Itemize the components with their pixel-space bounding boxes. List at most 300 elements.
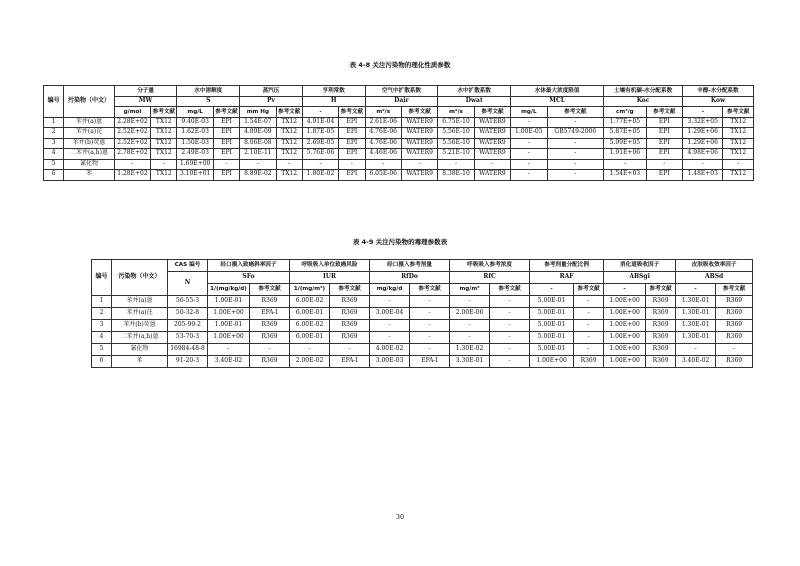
- table-cell: 4.46E-06: [365, 149, 401, 160]
- table-cell: TX12: [151, 170, 177, 181]
- table-cell: R369: [646, 332, 676, 344]
- table-cell: -: [370, 296, 410, 308]
- page-number: 30: [395, 513, 405, 521]
- table-cell: -: [574, 296, 604, 308]
- table-cell: EPI: [339, 170, 365, 181]
- table-row: [44, 149, 754, 160]
- table-cell: 205-99-2: [168, 320, 208, 332]
- table-cell: -: [438, 159, 474, 170]
- table-cell: 3: [44, 138, 64, 149]
- table-cell: 2.61E-06: [365, 117, 401, 128]
- table-cell: 1.00E+00: [208, 332, 250, 344]
- table-cell: -: [547, 117, 604, 128]
- t1-symbol: MW: [114, 96, 177, 107]
- table-cell: 1.30E-01: [676, 320, 716, 332]
- table-cell: 氰化物: [64, 159, 115, 170]
- table-row: [92, 344, 753, 356]
- t2-symbol: RfDo: [370, 272, 450, 284]
- table-cell: 1.48E+03: [683, 170, 723, 181]
- unit-cell: 参考文献: [547, 107, 604, 118]
- unit-cell: 参考文献: [574, 284, 604, 296]
- table-cell: 2.10E-11: [240, 149, 276, 160]
- table-cell: -: [151, 159, 177, 170]
- table-cell: -: [547, 159, 604, 170]
- t2-group: 消化道吸收因子: [604, 260, 676, 272]
- table-cell: 1.00E+00: [604, 332, 646, 344]
- table-cell: R369: [716, 332, 753, 344]
- table-cell: -: [114, 159, 150, 170]
- table-cell: -: [365, 159, 401, 170]
- table-cell: EPA-I: [410, 356, 450, 368]
- table-cell: 1.91E+06: [604, 149, 646, 160]
- table-cell: 8.38E-10: [438, 170, 474, 181]
- table-cell: -: [240, 159, 276, 170]
- table-cell: WATER9: [474, 138, 510, 149]
- unit-cell: 1/(mg/kg/d): [208, 284, 250, 296]
- table-cell: 5.00E-01: [530, 296, 574, 308]
- unit-cell: 参考文献: [250, 284, 290, 296]
- table-cell: -: [410, 320, 450, 332]
- table-cell: WATER9: [401, 117, 437, 128]
- table-cell: R369: [716, 296, 753, 308]
- table-cell: EPI: [646, 170, 682, 181]
- t2-group: 呼吸吸入参考浓度: [450, 260, 530, 272]
- table-cell: 3.30E-01: [450, 356, 490, 368]
- table-cell: TX12: [276, 117, 302, 128]
- table-cell: 1.62E-03: [177, 128, 213, 139]
- table-cell: 1.30E-01: [676, 332, 716, 344]
- table-row: [92, 320, 753, 332]
- table-cell: -: [302, 159, 338, 170]
- table-cell: 4.76E-06: [365, 138, 401, 149]
- table-cell: 1.50E-03: [177, 138, 213, 149]
- table-cell: TX12: [723, 170, 754, 181]
- table-cell: EPI: [213, 149, 239, 160]
- table-cell: 5.56E-10: [438, 128, 474, 139]
- table-cell: TX12: [151, 149, 177, 160]
- t2-group: 经口摄入致癌斜率因子: [208, 260, 290, 272]
- table-cell: R369: [716, 308, 753, 320]
- table-cell: TX12: [151, 117, 177, 128]
- table-cell: EPI: [339, 128, 365, 139]
- table-cell: -: [490, 344, 530, 356]
- table-cell: EPI: [213, 128, 239, 139]
- table-cell: 2.28E+02: [114, 117, 150, 128]
- table-cell: -: [511, 138, 547, 149]
- table-cell: EPI: [646, 138, 682, 149]
- table-cell: 2.00E-02: [290, 356, 330, 368]
- table-cell: 1.00E+00: [604, 356, 646, 368]
- table-cell: 二苯并(a,h)蒽: [64, 149, 115, 160]
- table-cell: R369: [716, 356, 753, 368]
- table-cell: 苯并(a)蒽: [112, 296, 168, 308]
- table-cell: -: [450, 296, 490, 308]
- table-cell: 4.98E+06: [683, 149, 723, 160]
- table-cell: 53-70-3: [168, 332, 208, 344]
- unit-cell: -: [604, 284, 646, 296]
- table-cell: 56-55-3: [168, 296, 208, 308]
- table-cell: 苯: [64, 170, 115, 181]
- unit-cell: mg/L: [511, 107, 547, 118]
- table-cell: -: [450, 320, 490, 332]
- table-cell: 1.00E+00: [604, 308, 646, 320]
- table-cell: 4: [92, 332, 112, 344]
- unit-cell: 参考文献: [410, 284, 450, 296]
- t1-symbol: H: [302, 96, 365, 107]
- unit-cell: 参考文献: [276, 107, 302, 118]
- table-cell: EPI: [339, 117, 365, 128]
- table-cell: 1.28E+02: [114, 170, 150, 181]
- t1-group: 水中扩散系数: [438, 86, 511, 97]
- table-cell: TX12: [723, 149, 754, 160]
- t1-symbol: Dair: [365, 96, 438, 107]
- table-cell: -: [339, 159, 365, 170]
- table-cell: 16984-48-8: [168, 344, 208, 356]
- table-cell: R369: [646, 296, 676, 308]
- table-cell: 1.29E+06: [683, 138, 723, 149]
- t2-header-no: 编号: [92, 260, 112, 296]
- table-cell: WATER9: [401, 170, 437, 181]
- t1-group: 分子量: [114, 86, 177, 97]
- unit-cell: -: [302, 107, 338, 118]
- table-cell: 1.30E-01: [676, 296, 716, 308]
- table-cell: 2.69E-05: [302, 138, 338, 149]
- table-cell: -: [401, 159, 437, 170]
- table-cell: 9.40E-03: [177, 117, 213, 128]
- table-cell: 苯并(a)芘: [112, 308, 168, 320]
- table-cell: 6.00E-02: [290, 320, 330, 332]
- unit-cell: -: [683, 107, 723, 118]
- t1-symbol: Pv: [240, 96, 303, 107]
- table-cell: 1: [44, 117, 64, 128]
- table-row: [92, 332, 753, 344]
- unit-cell: mg/L: [177, 107, 213, 118]
- unit-cell: 参考文献: [213, 107, 239, 118]
- table-cell: -: [574, 308, 604, 320]
- t1-group: 水体最大浓度限值: [511, 86, 604, 97]
- table-row: [44, 138, 754, 149]
- table-cell: 50-32-8: [168, 308, 208, 320]
- table1-caption: 表 4-8 关注污染物的理化性质参数: [349, 61, 451, 69]
- t1-group: 蒸汽压: [240, 86, 303, 97]
- table-cell: EPI: [213, 117, 239, 128]
- table-cell: 3.40E-02: [208, 356, 250, 368]
- unit-cell: m²/s: [438, 107, 474, 118]
- table-cell: 苯并(b)荧蒽: [64, 138, 115, 149]
- table-cell: -: [683, 159, 723, 170]
- table-cell: 1.00E+00: [530, 356, 574, 368]
- table-cell: GB5749-2006: [547, 128, 604, 139]
- table-cell: R369: [250, 320, 290, 332]
- table-cell: 苯并(a)芘: [64, 128, 115, 139]
- unit-cell: mm Hg: [240, 107, 276, 118]
- table-cell: 6.00E-02: [290, 296, 330, 308]
- table-cell: -: [511, 159, 547, 170]
- table-cell: EPI: [213, 170, 239, 181]
- table-cell: -: [676, 344, 716, 356]
- table-cell: -: [723, 159, 754, 170]
- table-row: [92, 296, 753, 308]
- table-cell: -: [716, 344, 753, 356]
- table-cell: R369: [646, 320, 676, 332]
- t1-symbol: Koc: [604, 96, 683, 107]
- t1-symbol: Dwat: [438, 96, 511, 107]
- t1-units-row: [44, 107, 754, 118]
- t1-header-name: 污染物（中文）: [64, 86, 115, 118]
- table-cell: EPI: [646, 128, 682, 139]
- t2-header-cas: CAS 编号: [168, 260, 208, 272]
- unit-cell: -: [676, 284, 716, 296]
- t2-group: 皮肤吸收效率因子: [676, 260, 753, 272]
- table-cell: -: [276, 159, 302, 170]
- table-cell: 4.76E-06: [365, 128, 401, 139]
- t2-symbol: RfC: [450, 272, 530, 284]
- table-cell: 1.80E-02: [302, 170, 338, 181]
- table-cell: -: [490, 332, 530, 344]
- table-cell: -: [604, 159, 646, 170]
- table-cell: -: [410, 308, 450, 320]
- table-cell: TX12: [276, 170, 302, 181]
- table-cell: EPI: [646, 117, 682, 128]
- unit-cell: mg/m³: [450, 284, 490, 296]
- t1-header-no: 编号: [44, 86, 64, 118]
- table-cell: 2: [92, 308, 112, 320]
- table-cell: -: [511, 117, 547, 128]
- table-cell: -: [646, 159, 682, 170]
- t1-symbol: MCL: [511, 96, 604, 107]
- table-cell: -: [547, 138, 604, 149]
- physicochemical-table: [43, 85, 754, 181]
- table-cell: 1.30E-02: [450, 344, 490, 356]
- table-cell: EPI: [339, 149, 365, 160]
- table-cell: 苯并(b)荧蒽: [112, 320, 168, 332]
- unit-cell: 参考文献: [723, 107, 754, 118]
- table-cell: TX12: [276, 149, 302, 160]
- unit-cell: m²/s: [365, 107, 401, 118]
- t1-symbol: Kow: [683, 96, 754, 107]
- table-cell: -: [574, 320, 604, 332]
- table-cell: -: [490, 356, 530, 368]
- table-cell: R369: [330, 308, 370, 320]
- table-cell: R369: [250, 296, 290, 308]
- table-cell: 6.00E-01: [290, 308, 330, 320]
- table-cell: 8.06E-08: [240, 138, 276, 149]
- t2-symbol: ABSd: [676, 272, 753, 284]
- table-cell: -: [410, 344, 450, 356]
- table-cell: 2.78E+02: [114, 149, 150, 160]
- unit-cell: cm³/g: [604, 107, 646, 118]
- t2-symbol: SFo: [208, 272, 290, 284]
- table-cell: 4: [44, 149, 64, 160]
- table-cell: -: [410, 296, 450, 308]
- table-cell: 5.76E-06: [302, 149, 338, 160]
- table-cell: WATER9: [401, 128, 437, 139]
- table-cell: 1.00E-01: [208, 296, 250, 308]
- t2-symbol: IUR: [290, 272, 370, 284]
- table-cell: 5.00E-01: [530, 344, 574, 356]
- table-cell: 91-20-3: [168, 356, 208, 368]
- t1-group: 亨利常数: [302, 86, 365, 97]
- table-cell: 1.00E+00: [604, 344, 646, 356]
- table-cell: R369: [646, 308, 676, 320]
- unit-cell: 参考文献: [646, 107, 682, 118]
- table-cell: 1.69E+00: [177, 159, 213, 170]
- t2-header-name: 污染物（中文）: [112, 260, 168, 296]
- table-cell: R369: [330, 332, 370, 344]
- table-cell: WATER9: [474, 170, 510, 181]
- table-cell: 2.52E+02: [114, 128, 150, 139]
- t1-group: 辛醇-水分配系数: [683, 86, 754, 97]
- table-cell: 5: [44, 159, 64, 170]
- table-cell: 1.54E+03: [604, 170, 646, 181]
- table-cell: 5.21E-10: [438, 149, 474, 160]
- table-cell: EPA-I: [330, 356, 370, 368]
- table-cell: 4.89E-09: [240, 128, 276, 139]
- table-cell: R369: [646, 356, 676, 368]
- table-cell: -: [511, 149, 547, 160]
- table-cell: TX12: [151, 128, 177, 139]
- table-cell: 3.00E-03: [370, 356, 410, 368]
- table-cell: 8.89E-02: [240, 170, 276, 181]
- table-cell: 6: [44, 170, 64, 181]
- unit-cell: 参考文献: [490, 284, 530, 296]
- table-cell: -: [370, 320, 410, 332]
- table-cell: R369: [574, 356, 604, 368]
- table-cell: -: [410, 332, 450, 344]
- unit-cell: 参考文献: [151, 107, 177, 118]
- table-cell: EPI: [213, 138, 239, 149]
- table-cell: -: [213, 159, 239, 170]
- table-cell: 2.49E-03: [177, 149, 213, 160]
- table-cell: 3.40E-02: [676, 356, 716, 368]
- table-cell: EPI: [646, 149, 682, 160]
- table-cell: 5.00E-01: [530, 308, 574, 320]
- table-cell: TX12: [151, 138, 177, 149]
- table-cell: -: [490, 296, 530, 308]
- table-cell: -: [490, 308, 530, 320]
- unit-cell: 1/(mg/m³): [290, 284, 330, 296]
- unit-cell: 参考文献: [330, 284, 370, 296]
- table-cell: WATER9: [474, 117, 510, 128]
- table-cell: 1.77E+05: [604, 117, 646, 128]
- table-cell: 1.00E-01: [208, 320, 250, 332]
- table-cell: 5.87E+05: [604, 128, 646, 139]
- table-cell: EPA-I: [250, 308, 290, 320]
- table-cell: -: [474, 159, 510, 170]
- table-cell: 6.05E-06: [365, 170, 401, 181]
- unit-cell: 参考文献: [716, 284, 753, 296]
- toxicity-table: [91, 259, 753, 368]
- table-cell: -: [547, 170, 604, 181]
- table-cell: 1.00E+00: [604, 320, 646, 332]
- unit-cell: 参考文献: [339, 107, 365, 118]
- table-cell: WATER9: [474, 128, 510, 139]
- table-cell: -: [250, 344, 290, 356]
- table-cell: TX12: [723, 138, 754, 149]
- table-cell: -: [547, 149, 604, 160]
- table-cell: 5.00E-01: [530, 320, 574, 332]
- table-cell: 3.10E+01: [177, 170, 213, 181]
- table-cell: -: [290, 344, 330, 356]
- table-cell: 6.75E-10: [438, 117, 474, 128]
- table-cell: 3.00E-04: [370, 308, 410, 320]
- table-cell: -: [574, 344, 604, 356]
- t2-group: 经口摄入参考剂量: [370, 260, 450, 272]
- table-cell: 6.00E-01: [290, 332, 330, 344]
- table-cell: 5.99E+05: [604, 138, 646, 149]
- table-cell: 1.00E+00: [208, 308, 250, 320]
- table-cell: R369: [716, 320, 753, 332]
- table-cell: -: [574, 332, 604, 344]
- table-cell: 1: [92, 296, 112, 308]
- table-cell: TX12: [276, 138, 302, 149]
- table-cell: 1.30E-01: [676, 308, 716, 320]
- table-cell: 氰化物: [112, 344, 168, 356]
- table-row: [44, 170, 754, 181]
- t1-group: 空气中扩散系数: [365, 86, 438, 97]
- table-cell: 2.00E-06: [450, 308, 490, 320]
- table-cell: 5: [92, 344, 112, 356]
- table-cell: 1.87E-05: [302, 128, 338, 139]
- t1-group: 水中溶解度: [177, 86, 240, 97]
- table-cell: R369: [250, 332, 290, 344]
- table-cell: 3.32E+05: [683, 117, 723, 128]
- table-cell: 5.00E-01: [530, 332, 574, 344]
- table-cell: 1.00E+00: [604, 296, 646, 308]
- table-cell: -: [511, 170, 547, 181]
- table-cell: -: [450, 332, 490, 344]
- table-cell: 4.91E-04: [302, 117, 338, 128]
- table-cell: 6: [92, 356, 112, 368]
- table-cell: 1.29E+06: [683, 128, 723, 139]
- table-cell: R369: [250, 356, 290, 368]
- table-cell: WATER9: [401, 138, 437, 149]
- unit-cell: 参考文献: [401, 107, 437, 118]
- table-row: [44, 128, 754, 139]
- t1-symbol: S: [177, 96, 240, 107]
- table-row: [44, 117, 754, 128]
- unit-cell: g/mol: [114, 107, 150, 118]
- table-cell: 2.52E+02: [114, 138, 150, 149]
- table-cell: R369: [646, 344, 676, 356]
- table-cell: -: [208, 344, 250, 356]
- table-row: [92, 356, 753, 368]
- table-cell: 3: [92, 320, 112, 332]
- table-cell: 苯: [112, 356, 168, 368]
- table-cell: R369: [330, 296, 370, 308]
- table-cell: -: [370, 332, 410, 344]
- table-cell: WATER9: [474, 149, 510, 160]
- unit-cell: mg/kg/d: [370, 284, 410, 296]
- t2-cas-sub: N: [168, 272, 208, 296]
- table-row: [44, 159, 754, 170]
- table-cell: -: [490, 320, 530, 332]
- table-cell: TX12: [276, 128, 302, 139]
- table-cell: TX12: [723, 117, 754, 128]
- table-cell: 4.00E-02: [370, 344, 410, 356]
- t2-symbol: RAF: [530, 272, 604, 284]
- table-cell: 二苯并(a,h)蒽: [112, 332, 168, 344]
- t1-group: 土壤有机碳-水分配系数: [604, 86, 683, 97]
- t2-group: 呼吸吸入单位致癌风险: [290, 260, 370, 272]
- table-cell: 2: [44, 128, 64, 139]
- table-cell: WATER9: [401, 149, 437, 160]
- table-row: [92, 308, 753, 320]
- table-cell: -: [330, 344, 370, 356]
- table-cell: 1.00E-05: [511, 128, 547, 139]
- table-cell: R369: [330, 320, 370, 332]
- table-cell: 苯并(a)蒽: [64, 117, 115, 128]
